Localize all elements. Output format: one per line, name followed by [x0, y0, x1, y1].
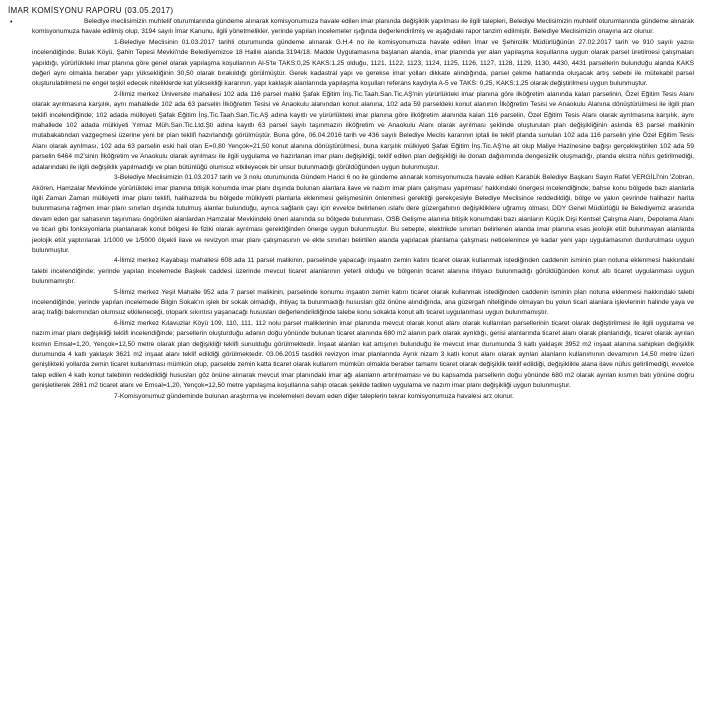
report-body: [32, 17, 694, 402]
paragraph-item-2: 2-İlimiz merkez Üniversite mahallesi 102 ada 116 parsel maliki Şafak Eğitim İnş.Tic.Taah.San.Tic.AŞ'nin yürürlükteki imar planına göre ilköğretim alanında kalan parselinin, Özel Eğitim Tesis Alanı olarak ayrılmasına karşılık, aynı mahallede 102 ada 63 parselin İlköğretim Tesisi ve Anaokulu alanından konut alanına, 102 ada 59 parseldeki konut alanının İlköğretim Tesisi ve Anaokulu Alanına dönüştürülmesi ile ilgili plan teklifi incelendiğinde; 102 adada mülkiyeti Şafak Eğitim İnş.Tic.Taah.San.Tic.AŞ adına kayıtlı ve yürürlükteki imar planına göre ilköğretim alanında kalan 116 parselin, Özel Eğitim Tesis Alanı olarak ayrılmasına karşılık, aynı mahallede 102 adada mülkiyeti Yılmaz Müh.San.Tic.Ltd.Şti adına kayıtlı 63 parsel sayılı taşınmazın ilköğretim ve Anaokulu Alanı olarak ayrılması şeklinde oluşturulan plan değişikliğinin aslında 63 parsel malikinin mutabakatından vazgeçmesi üzerine yeni bir plan teklifi hazırlandığı görülmüştür. Buna göre, 06.04.2016 tarih ve 436 sayılı Belediye Meclis kararının iptali ile teklif planda sunulan 102 ada 116 parselin yine Özel Eğitim Tesis Alanı olarak ayrılması, 102 ada 63 parselin eski hali olan E=0,80 Yençok=21,50 konut alanına dönüştürülmesi, buna karşılık mülkiyeti Şafak Eğitim İnş.Tic.AŞ'ne ait olup Maliye Hazinesine bağışı gerçekleştirilen 102 ada 59 parselin 6464 m2'sinin İlköğretim ve Anaokulu olarak ayrılması ile ilgili uygulama ve hazırlanan imar planı değişikliği, teklif edilen plan değişikliği ile donatı dağılımında dengesizlik oluşmadığı, planda ekstra nüfus getirilmediği, adalarındaki ile ilgili değişiklik yapılmadığı ve plan bütünlüğü olumsuz etkileyecek bir unsur bulunmadığı görüldüğünden uygun bulunmuştur.: [32, 90, 694, 171]
report-title: İMAR KOMİSYONU RAPORU (03.05.2017): [8, 6, 174, 15]
list-bullet: •: [10, 19, 13, 26]
paragraph-item-4: 4-İlimiz merkez Kayabaşı mahallesi 608 ada 11 parsel malikinin, parselinde yapacağı inşaatın zemin katını ticaret olarak kullanmak istediğinden caddenin isminin plan notuna eklenmesi hakkındaki talebi incelendiğinde; yerinde yapılan incelemede Başkek caddesi üzerinde mevcut ticaret alanlarının yeterli olduğu ve bölgenin ticaret alanına ihtiyacı bulunmadığı görüldüğünden konut altı ticaret uygulanması uygun bulunmamıştır.: [32, 257, 694, 286]
paragraph-item-3: 3-Belediye Meclisimizin 01.03.2017 tarih ve 3 nolu oturumunda Gündem Harici 6 no ile gündeme alınarak komisyonumuza havale edilen Karabük Belediye Başkanı Sayın Rafet VERGİLİ'nin 'Zobran, Akören, Hamzalar Mevkiinde yürürlükteki imar planına bitişik konumda imar planı dışında bulunan alanlara ilave ve nazım imar planı çalışması yapılması' hakkındaki önergesi incelendiğinde; bahse konu bölgede bazı alanlarla ilgili Zaman Zaman mülkiyetli imar planı teklifi, halihazırda bu bölgede mülkiyetli planlarla eklenmesi gelişmesinin önlenmesi gerektiği gerekçesiyle Belediye Meclisince reddedildiği, bölge ve yakın çevrinde halihazır harita bulunmasına rağmen imar planı sınırları dışında tutulmuş alanlar bulunduğu, ayrıca sağlanlı çayı için evvelce belirlenen ıslahı dere güzergahının değişikliklere uğramış olması, DDY Genel Müdürlüğü ile Belediyemiz arasında devam eden gar sahasının taşınması öngörülen alanlardan Hamzalar Mevkiindeki öneri alanında su bölgede bulunması, OSB Gelişme alanına bitişik konumdaki bazı alanların Küçük Dişi Kentsel Çalışma Alanı, Depolama Alanı ve ticari gibi fonksiyonlarla planlanarak konut bölgesi ile fiziki olarak ayrılması gerektiğinden önerge uygun bulunmuştur. Bu sebeple, elektrikde sınırları belirlenen alanda imar planına esas jeolojik etüt bulunmayan alanlarda jeolojik etüt yaptırılarak 1/1000 ve 1/5000 ölçekli ilave ve revizyon imar planı çalışmasının ve ekte sınırları belirtilen alanda yapılacak planlama çalışması neticelenince ye kadar yeni yapı uygulamasının durdurulması uygun bulunmuştur.: [32, 174, 694, 254]
paragraph-item-6: 6-İlimiz merkez Kılavuzlar Köyü 109, 110, 111, 112 nolu parsel maliklerinin imar planında mevcut olarak konut alanı olarak kullanılan parsellerinin ticaret olarak değiştirilmesi ile ilgili uygulama ve nazım imar planı değişikliği teklifi incelendiğinde; parsellerin oluşturduğu adanın doğu yönünde bulunan ticaret alanında 680 m2 alanın park olarak ayrıldığı, gerisi alanlarında ticaret alanı olarak planlandığı, ticaret olarak ayrılan kısmın Emsal=1,20, Yençok=12,50 metre olarak plan değişikliği teklifi sunulduğu görülmektedir. İnşaat alanları kat artışının bulunduğu ile mevcut imar durumunda 3 katlı yaklaşık 3952 m2 inşaat alanına sahipken değişiklik durumunda 4 katlı yaklaşık 3621 m2 inşaat alanı teklif edildiği görülmektedir. 03.06.2015 tasdikli revizyon imar planlarında Ayrık nizam 3 katlı konut alanı olarak ayrılan alanların kullanımının devamının 14,50 metre üzeri genişlikteki yollarda zemin ticaret kullanılması mümkün olup, parselde zemin katta ticaret olarak kullanım mümkün olmakla beraber tamamı ticaret olarak değişiklik teklif edildiği, değişiklikle alana ilave nüfus getirilmediği, evvelce talep edilen 4 katlı konut talebinin reddedildiği hususları göz önüne alınarak mevcut imar planındaki imar ağı alanların artırılmaması ve bu kapsamda parsellerin doğu yönünde 680 m2 olarak ayrılan kısmın batı yönüne doğru genişletilerek 2861 m2 ticaret alanı ve Emsal=1,20, Yençok=12,50 metre yapılaşma koşullarına sahip olacak şekilde tadilen uygulama ve nazım imar planı değişikliği uygun bulunmuştur.: [32, 319, 694, 390]
paragraph-intro: Belediye meclisimizin muhtelif oturumlarında gündeme alınarak komisyonumuza havale edilen imar planında değişiklik yapılması ile ilgili talepleri, Belediye Meclisimizin muhtelif oturumlarında gündeme alınarak komisyonumuza havale edilmiş olup, 3194 sayılı İmar Kanunu, ilgili yönetmelikler, yerinde yapılan incelemeler ışığında değerlendirilmiş ve aşağıdaki rapor tanzim edilmiştir. Belediye Meclisimizin onayına arz olunur.: [32, 18, 694, 36]
paragraph-item-7: 7-Komisyonumuz gündeminde bulunan araştırma ve incelemeleri devam eden diğer taleplerin tekrar komisyonumuza havalesi arz olunur.: [114, 392, 514, 400]
paragraph-item-5: 5-İlimiz merkez Yeşil Mahalle 952 ada 7 parsel malikinin, parselinde konumu inşaatın zemin katını ticaret olarak kullanmak istediğinden caddenin isminin plan notuna eklenmesi hakkındaki talebi incelendiğinde; yerinde yapılan incelemede Bilgin Sokak'ın işlek bir sokak olmadığı, ihtiyaç ta bulunmadığı hususları göz önüne alındığında, ana güzergah niteliğinde olmayan bu yolun ticari alanlara işlevlerinin halinde yaya ve araç trafiği bakımından olumsuz etkileneceği, otopark sıkıntısı yaşanacağı hususları değerlendirildiğinde talebe konu sokakta konut altı ticaret uygulanması uygun bulunmamıştır.: [32, 288, 694, 317]
paragraph-item-1: 1-Belediye Meclisinin 01.03.2017 tarihli oturumunda gündeme alınarak G.H.4 no ile komisyonumuza havale edilen İmar ve Şehircilik Müdürlüğünün 27.02.2017 tarih ve 910 sayılı yazısı incelendiğinde; Bulak Köyü, Şahin Tepesi Mevkii'nde Belediyemizce 18 Hallık alanda 3194/18. Madde Uygulamasına başlanan alanda, imar planında yer alan yapılaşma koşullarına uygun olarak parsel üretilmesi çalışmaları yapıldığı, yürürlükteki imar planına göre genel olarak yapılaşma koşullarının Al-5'te TAKS:0,25 KAKS:1,25 olduğu, 1121, 1122, 1123, 1124, 1125, 1126, 1127, 1128, 1129, 1130, 4430, 4431 parsellerin bulunduğu alanda KAKS değeri aynı olmakla beraber yapı yüksekliğinin 30,50 olarak bırakıldığı görülmüştür. Gerek kadastral yapı ve gerekse imar yolları dikkate alındığında, parsel çekme hatlarında oluşacak artış sebebi ile mütekabil parsel oluşturulabilmesi ne engel teşkil edecek niteliklerde kat yüksekliği kararının, yapı kaklaşık alanlarında yapılaşma koşulları referans kaydıyla A-5 ve TAKS: 0,25, KAKS:1,25 olarak değiştirilmesi uygun bulunmuştur.: [32, 38, 694, 88]
